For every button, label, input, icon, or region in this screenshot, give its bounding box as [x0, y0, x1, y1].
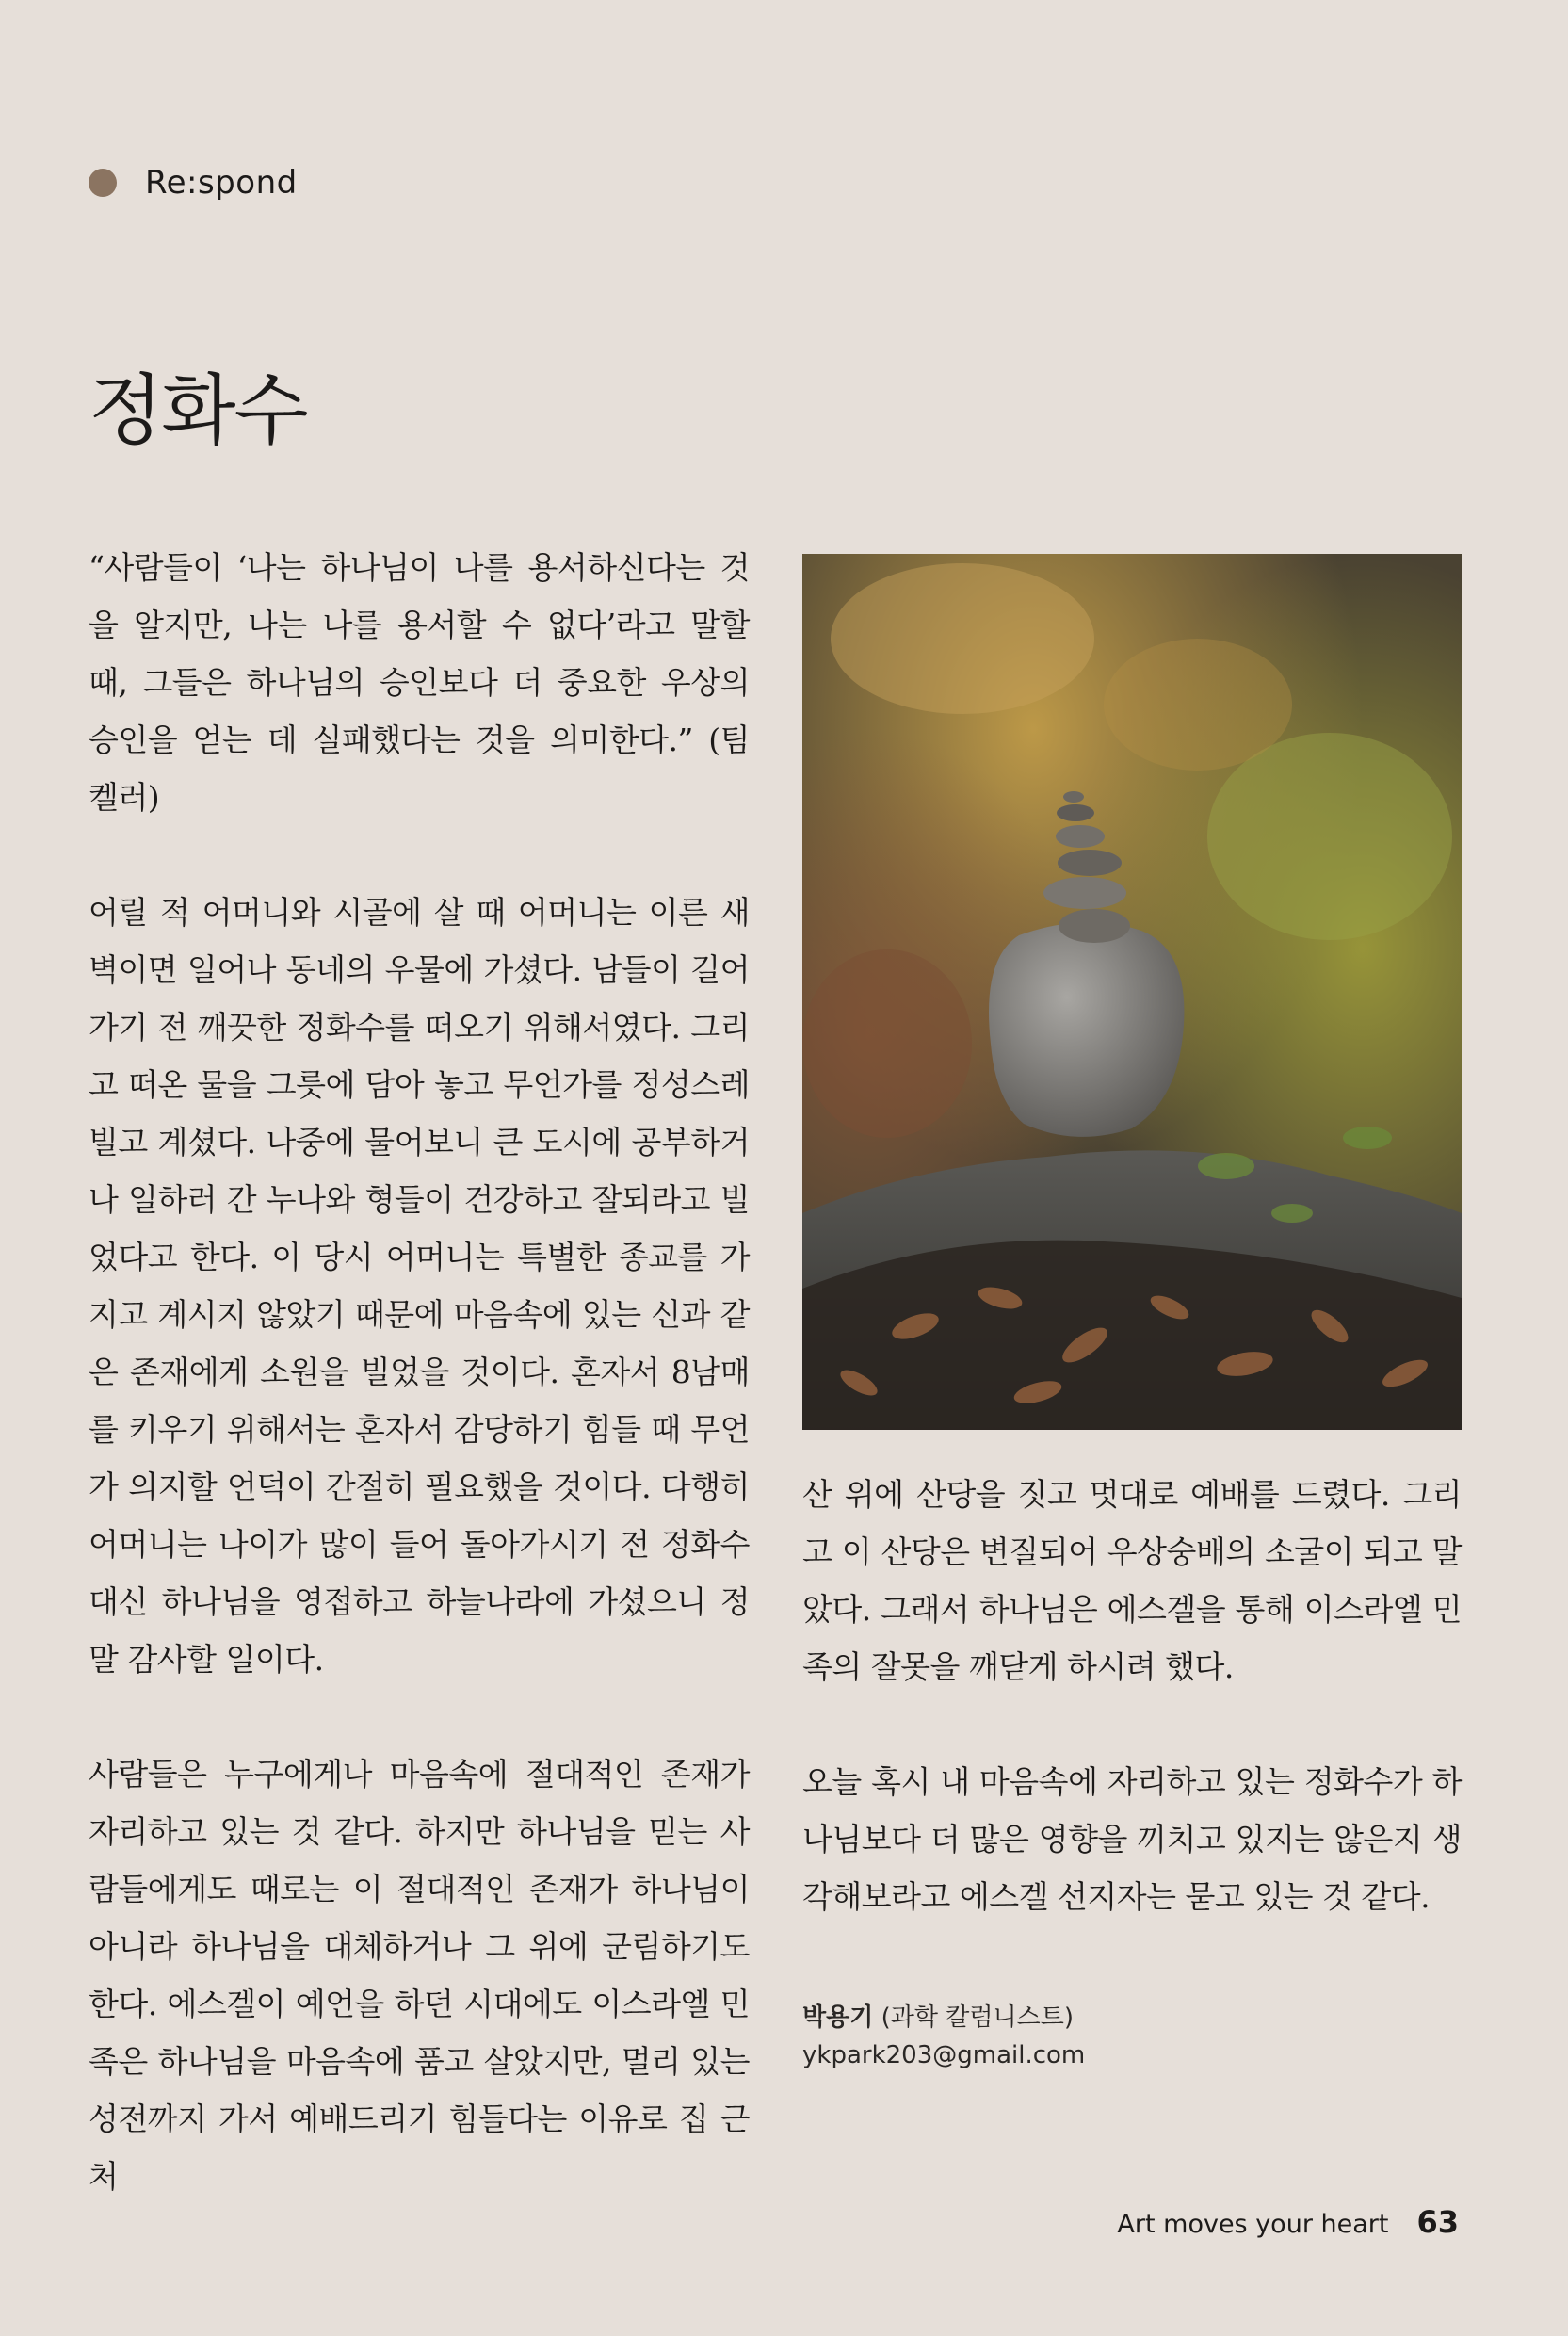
quote-paragraph: “사람들이 ‘나는 하나님이 나를 용서하신다는 것을 알지만, 나는 나를 용서할 수 없다’라고 말할 때, 그들은 하나님의 승인보다 더 중요한 우상의 승인을 얻는 데 실패했다는 것을 의미한다.” (팀 켈러) [89, 549, 750, 816]
article-title: 정화수 [89, 366, 307, 456]
right-column [802, 1466, 1462, 1925]
author-name: 박용기 [802, 2003, 874, 2032]
page-footer [1117, 2204, 1459, 2240]
stone-cairn-photo [802, 554, 1462, 1430]
author-byline [802, 1999, 1462, 2074]
section-tag [89, 162, 298, 203]
author-line [802, 1999, 1462, 2036]
page-number: 63 [1416, 2204, 1459, 2240]
footer-tagline: Art moves your heart [1117, 2210, 1389, 2239]
section-dot-icon [89, 169, 117, 197]
author-role: (과학 칼럼니스트) [881, 2003, 1074, 2032]
body-paragraph: 어릴 적 어머니와 시골에 살 때 어머니는 이른 새벽이면 일어나 동네의 우물에 가셨다. 남들이 길어 가기 전 깨끗한 정화수를 떠오기 위해서였다. 그리고 떠온 물을 그릇에 담아 놓고 무언가를 정성스레 빌고 계셨다. 나중에 물어보니 큰 도시에 공부하거나 일하러 간 누나와 형들이 건강하고 잘되라고 빌었다고 한다. 이 당시 어머니는 특별한 종교를 가지고 계시지 않았기 때문에 마음속에 있는 신과 같은 존재에게 소원을 빌었을 것이다. 혼자서 8남매를 키우기 위해서는 혼자서 감당하기 힘들 때 무언가 의지할 언덕이 간절히 필요했을 것이다. 다행히 어머니는 나이가 많이 들어 돌아가시기 전 정화수 대신 하나님을 영접하고 하늘나라에 가셨으니 정말 감사할 일이다. [89, 894, 750, 1678]
author-email: ykpark203@gmail.com [802, 2041, 1086, 2069]
body-paragraph: 산 위에 산당을 짓고 멋대로 예배를 드렸다. 그리고 이 산당은 변질되어 우상숭배의 소굴이 되고 말았다. 그래서 하나님은 에스겔을 통해 이스라엘 민족의 잘못을 깨닫게 하시려 했다. [802, 1476, 1462, 1685]
body-paragraph: 사람들은 누구에게나 마음속에 절대적인 존재가 자리하고 있는 것 같다. 하지만 하나님을 믿는 사람들에게도 때로는 이 절대적인 존재가 하나님이 아니라 하나님을 대체하거나 그 위에 군림하기도 한다. 에스겔이 예언을 하던 시대에도 이스라엘 민족은 하나님을 마음속에 품고 살았지만, 멀리 있는 성전까지 가서 예배드리기 힘들다는 이유로 집 근처 [89, 1756, 750, 2195]
section-label: Re:spond [145, 164, 298, 202]
body-paragraph: 오늘 혹시 내 마음속에 자리하고 있는 정화수가 하나님보다 더 많은 영향을 끼치고 있지는 않은지 생각해보라고 에스겔 선지자는 묻고 있는 것 같다. [802, 1763, 1462, 1915]
left-column [89, 539, 750, 2205]
